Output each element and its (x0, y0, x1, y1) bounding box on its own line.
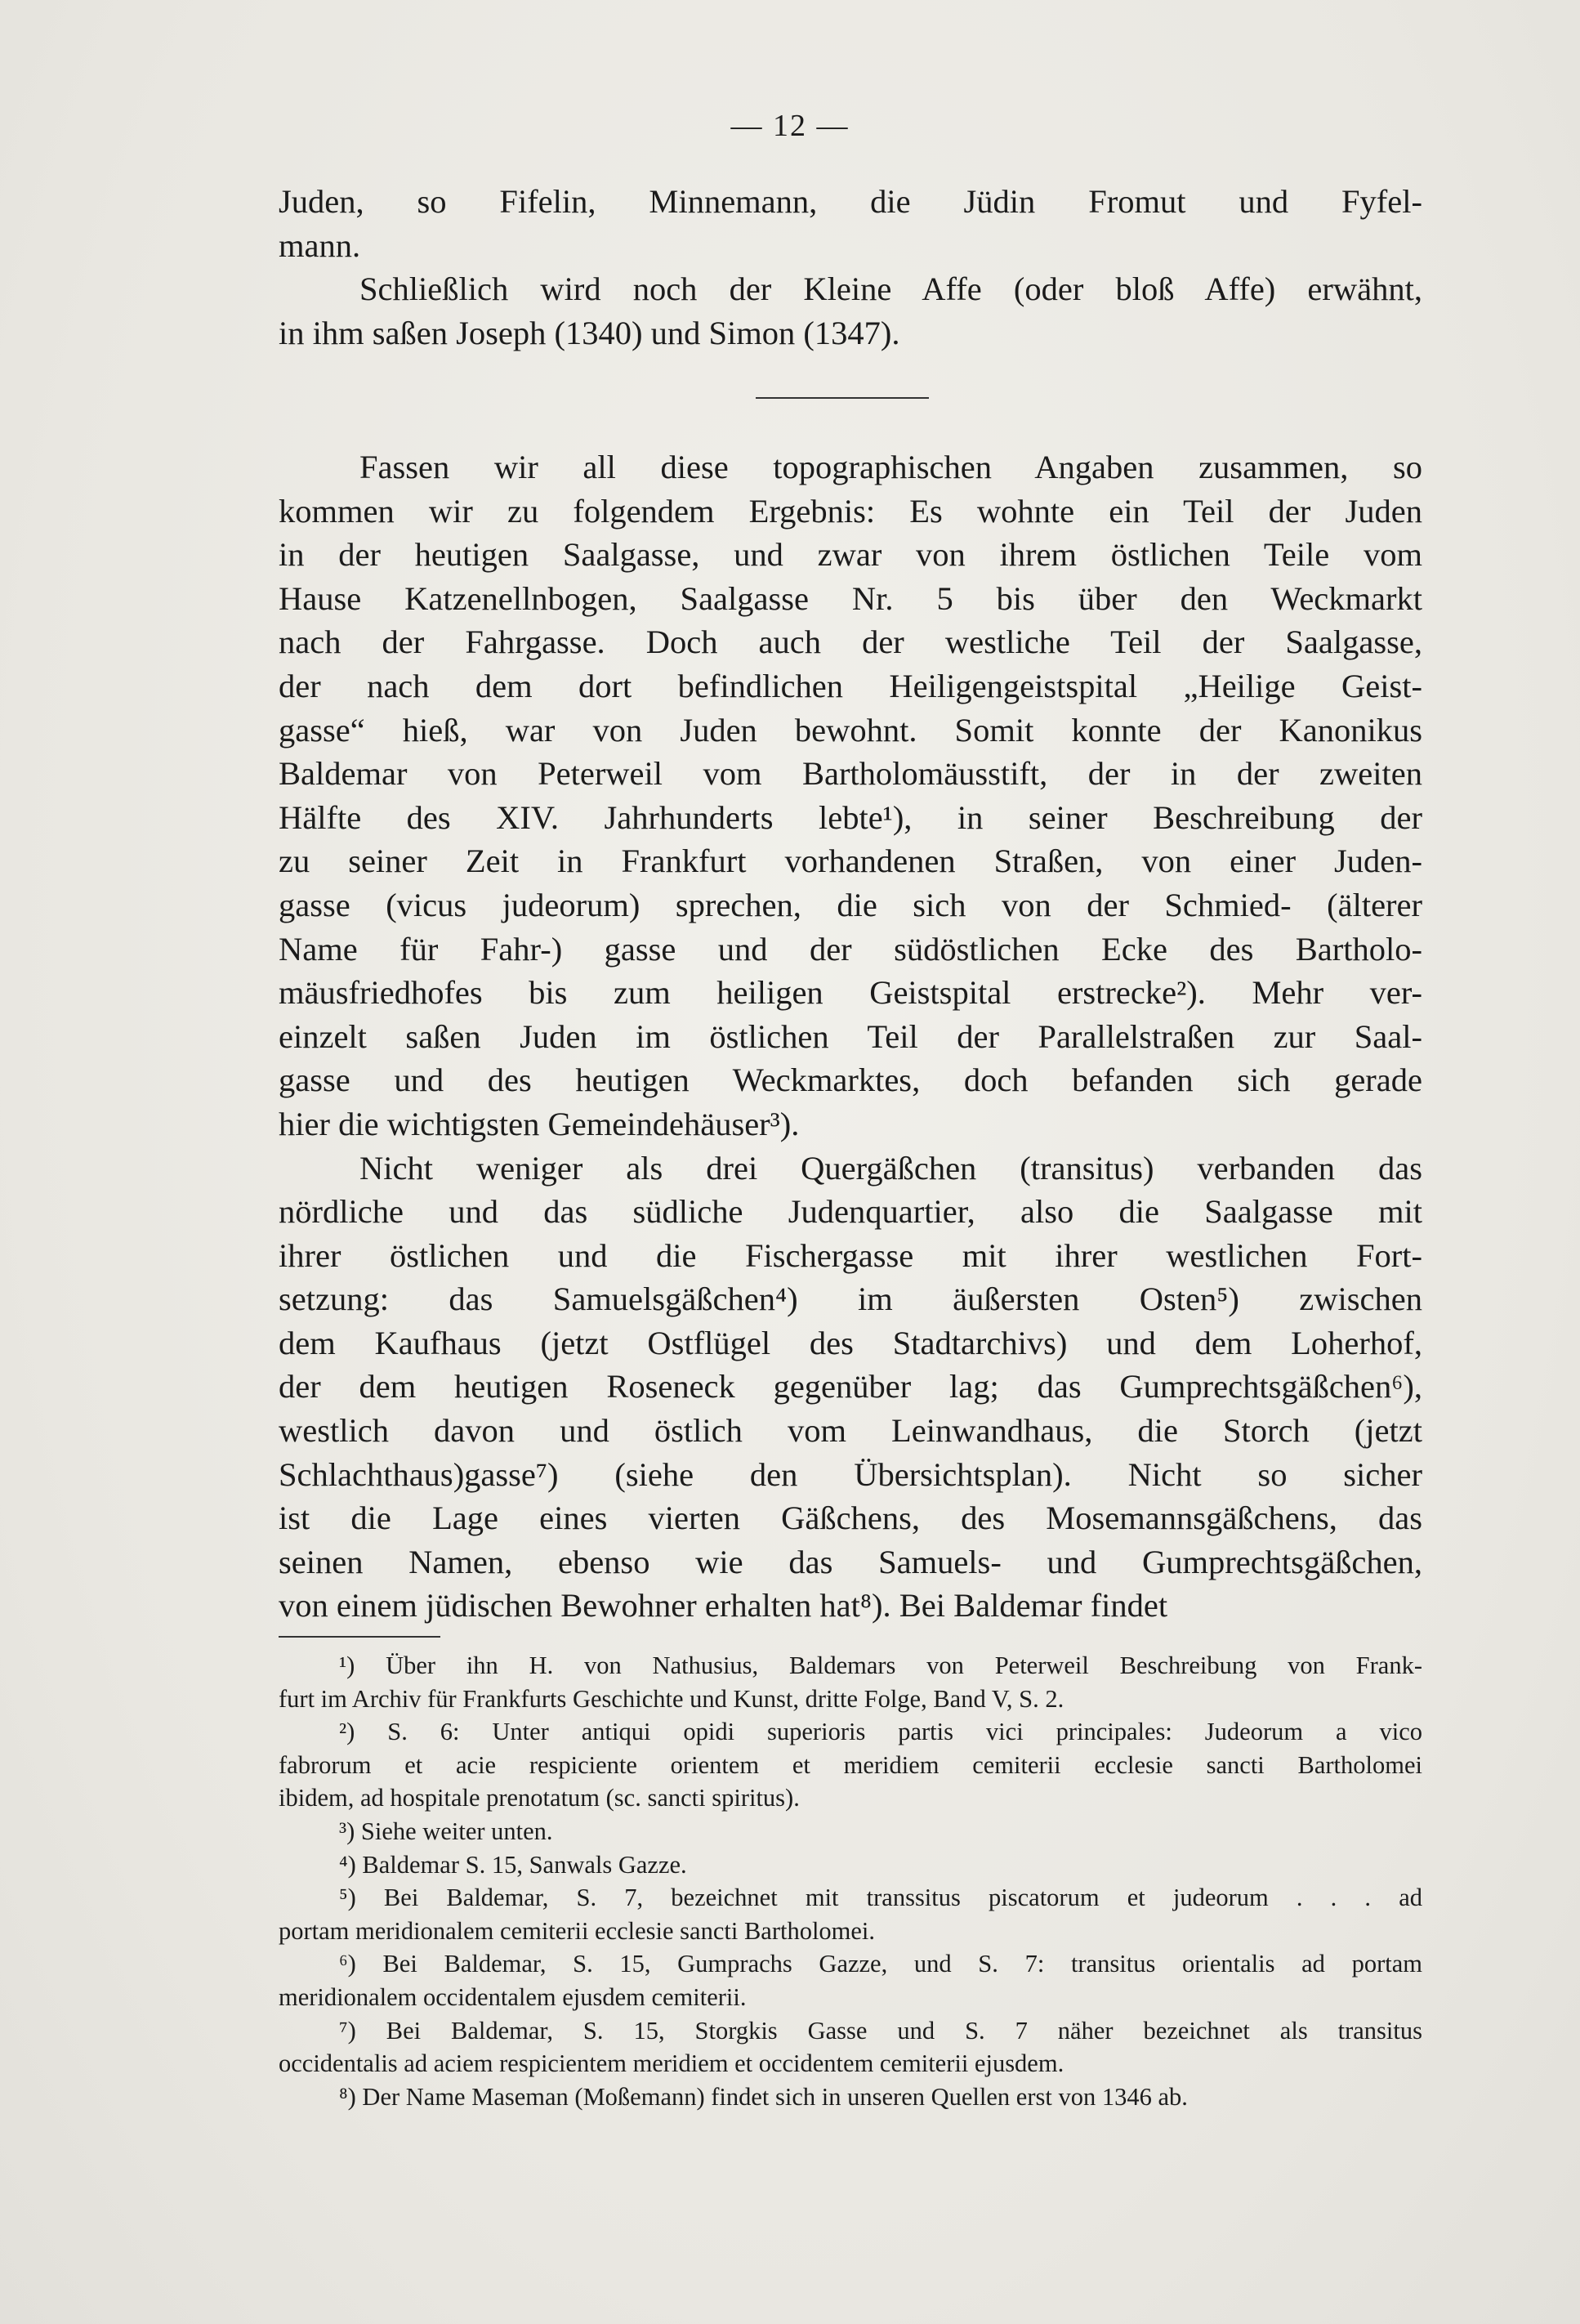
footnote-line: ⁵) Bei Baldemar, S. 7, bezeichnet mit transsitus piscatorum et judeorum . . . ad (339, 1884, 1422, 1912)
text-line: kommen wir zu folgendem Ergebnis: Es wohnte ein Teil der Juden (279, 492, 1422, 530)
text-line: in der heutigen Saalgasse, und zwar von ihrem östlichen Teile vom (279, 536, 1422, 574)
text-line: mäusfriedhofes bis zum heiligen Geistspital erstrecke²). Mehr ver- (279, 974, 1422, 1012)
text-line: der nach dem dort befindlichen Heiligengeistspital „Heilige Geist- (279, 667, 1422, 704)
text-line: der dem heutigen Roseneck gegenüber lag; das Gumprechtsgäßchen⁶), (279, 1368, 1422, 1406)
footnote-line: ⁶) Bei Baldemar, S. 15, Gumprachs Gazze, und S. 7: transitus orientalis ad portam (339, 1950, 1422, 1978)
text-line: Juden, so Fifelin, Minnemann, die Jüdin Fromut und Fyfel- (279, 183, 1422, 220)
text-line: seinen Namen, ebenso wie das Samuels- und Gumprechtsgäßchen, (279, 1543, 1422, 1580)
text-line: Schließlich wird noch der Kleine Affe (oder bloß Affe) erwähnt, (359, 270, 1422, 308)
footnote-2 (279, 1715, 1422, 1815)
text-line: gasse und des heutigen Weckmarktes, doch befanden sich gerade (279, 1061, 1422, 1099)
footnote-3 (279, 1815, 1422, 1848)
text-line: Nicht weniger als drei Quergäßchen (transitus) verbanden das (359, 1149, 1422, 1187)
footnote-7 (279, 2014, 1422, 2080)
text-line: westlich davon und östlich vom Leinwandhaus, die Storch (jetzt (279, 1412, 1422, 1450)
footnote-line: portam meridionalem cemiterii ecclesie sancti Bartholomei. (279, 1916, 876, 1945)
footnote-line: occidentalis ad aciem respicientem meridiem et occidentem cemiterii ejusdem. (279, 2049, 1064, 2078)
footnote-6 (279, 1947, 1422, 2013)
text-line: Hälfte des XIV. Jahrhunderts lebte¹), in seiner Beschreibung der (279, 798, 1422, 836)
footnote-rule (279, 1636, 440, 1638)
paragraph-continuation (279, 180, 1422, 355)
text-line: ist die Lage eines vierten Gäßchens, des Mosemannsgäßchens, das (279, 1499, 1422, 1537)
footnote-line: fabrorum et acie respiciente orientem et meridiem cemiterii ecclesie sancti Bartholomei (279, 1750, 1422, 1779)
text-line: gasse“ hieß, war von Juden bewohnt. Somit konnte der Kanonikus (279, 711, 1422, 749)
footnote-line: ²) S. 6: Unter antiqui opidi superioris partis vici principales: Judeorum a vico (339, 1718, 1422, 1746)
text-line: hier die wichtigsten Gemeindehäuser³). (279, 1105, 800, 1142)
text-line: zu seiner Zeit in Frankfurt vorhandenen Straßen, von einer Juden- (279, 842, 1422, 880)
text-line: gasse (vicus judeorum) sprechen, die sich von der Schmied- (älterer (279, 886, 1422, 923)
footnote-line: ibidem, ad hospitale prenotatum (sc. sancti spiritus). (279, 1784, 800, 1812)
footnote-4 (279, 1848, 1422, 1882)
text-line: in ihm saßen Joseph (1340) und Simon (1347). (279, 314, 900, 351)
footnotes (279, 1649, 1422, 2113)
footnote-5 (279, 1881, 1422, 1947)
footnote-line: meridionalem occidentalem ejusdem cemiterii. (279, 1982, 747, 2011)
text-line: ihrer östlichen und die Fischergasse mit ihrer westlichen Fort- (279, 1236, 1422, 1274)
footnote-line: ⁴) Baldemar S. 15, Sanwals Gazze. (339, 1850, 687, 1879)
main-paragraphs (279, 445, 1422, 1628)
text-line: nach der Fahrgasse. Doch auch der westliche Teil der Saalgasse, (279, 623, 1422, 661)
footnote-line: furt im Archiv für Frankfurts Geschichte und Kunst, dritte Folge, Band V, S. 2. (279, 1684, 1064, 1713)
text-line: nördliche und das südliche Judenquartier, also die Saalgasse mit (279, 1193, 1422, 1231)
footnote-line: ⁸) Der Name Maseman (Moßemann) findet sich in unseren Quellen erst von 1346 ab. (339, 2082, 1188, 2111)
text-line: setzung: das Samuelsgäßchen⁴) im äußersten Osten⁵) zwischen (279, 1280, 1422, 1318)
page-number: — 12 — (730, 109, 850, 143)
text-line: Schlachthaus)gasse⁷) (siehe den Übersichtsplan). Nicht so sicher (279, 1455, 1422, 1493)
footnote-line: ¹) Über ihn H. von Nathusius, Baldemars von Peterweil Beschreibung von Frank- (339, 1651, 1422, 1679)
text-line: mann. (279, 226, 361, 264)
footnote-line: ³) Siehe weiter unten. (339, 1817, 553, 1845)
text-line: Hause Katzenellnbogen, Saalgasse Nr. 5 bis über den Weckmarkt (279, 579, 1422, 617)
footnote-line: ⁷) Bei Baldemar, S. 15, Storgkis Gasse und S. 7 näher bezeichnet als transitus (339, 2016, 1422, 2045)
footnote-8 (279, 2080, 1422, 2114)
section-divider (756, 397, 929, 399)
text-line: Baldemar von Peterweil vom Bartholomäusstift, der in der zweiten (279, 755, 1422, 793)
text-line: Name für Fahr-) gasse und der südöstlichen Ecke des Bartholo- (279, 930, 1422, 968)
text-line: dem Kaufhaus (jetzt Ostflügel des Stadtarchivs) und dem Loherhof, (279, 1324, 1422, 1361)
text-line: Fassen wir all diese topographischen Angaben zusammen, so (359, 449, 1422, 485)
text-line: von einem jüdischen Bewohner erhalten hat⁸). Bei Baldemar findet (279, 1587, 1168, 1625)
footnote-1 (279, 1649, 1422, 1715)
text-line: einzelt saßen Juden im östlichen Teil der Parallelstraßen zur Saal- (279, 1017, 1422, 1055)
